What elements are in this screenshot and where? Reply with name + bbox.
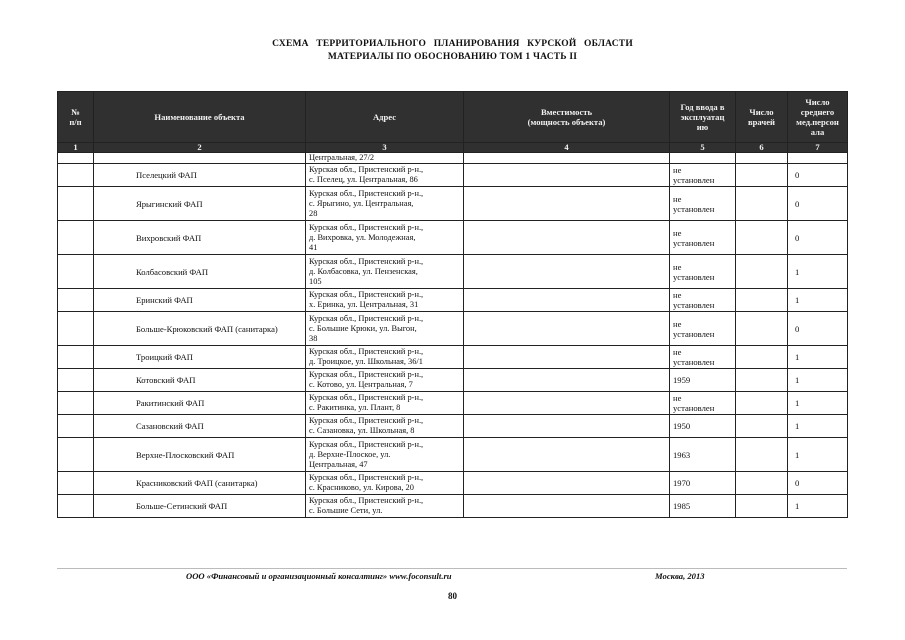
cell-capacity — [464, 187, 670, 221]
cell-staff: 1 — [788, 255, 848, 289]
cell-staff: 0 — [788, 472, 848, 495]
cell-capacity — [464, 346, 670, 369]
cell-number — [58, 415, 94, 438]
cell-capacity — [464, 164, 670, 187]
table-row — [58, 369, 848, 392]
cell-staff: 0 — [788, 164, 848, 187]
col-number-4: 4 — [464, 143, 670, 153]
table-row — [58, 255, 848, 289]
cell-doctors — [736, 346, 788, 369]
cell-name: Сазановский ФАП — [94, 415, 306, 438]
cell-doctors — [736, 289, 788, 312]
cell-name: Ракитинский ФАП — [94, 392, 306, 415]
cell-doctors — [736, 415, 788, 438]
cell-capacity — [464, 289, 670, 312]
cell-address: Курская обл., Пристенский р-н., д. Верхне-Плоское, ул. Центральная, 47 — [306, 438, 464, 472]
cell-name — [94, 153, 306, 164]
col-number-5: 5 — [670, 143, 736, 153]
table-row — [58, 221, 848, 255]
cell-doctors — [736, 438, 788, 472]
cell-doctors — [736, 153, 788, 164]
cell-capacity — [464, 415, 670, 438]
cell-number — [58, 438, 94, 472]
cell-capacity — [464, 255, 670, 289]
cell-name: Колбасовский ФАП — [94, 255, 306, 289]
col-header-address: Адрес — [306, 92, 464, 143]
cell-address: Курская обл., Пристенский р-н., х. Еринка, ул. Центральная, 31 — [306, 289, 464, 312]
cell-year: не установлен — [670, 289, 736, 312]
cell-doctors — [736, 312, 788, 346]
table-body — [58, 153, 848, 518]
cell-capacity — [464, 392, 670, 415]
cell-year: не установлен — [670, 255, 736, 289]
cell-name: Красниковский ФАП (санитарка) — [94, 472, 306, 495]
cell-name: Еринский ФАП — [94, 289, 306, 312]
col-header-doctors: Число врачей — [736, 92, 788, 143]
cell-year: 1950 — [670, 415, 736, 438]
cell-number — [58, 392, 94, 415]
table-row — [58, 187, 848, 221]
col-number-7: 7 — [788, 143, 848, 153]
cell-address: Курская обл., Пристенский р-н., д. Троицкое, ул. Школьная, 36/1 — [306, 346, 464, 369]
cell-number — [58, 472, 94, 495]
cell-number — [58, 221, 94, 255]
cell-number — [58, 187, 94, 221]
cell-address: Курская обл., Пристенский р-н., с. Ракитинка, ул. Плант, 8 — [306, 392, 464, 415]
table-row — [58, 392, 848, 415]
cell-year: не установлен — [670, 346, 736, 369]
cell-doctors — [736, 472, 788, 495]
cell-capacity — [464, 438, 670, 472]
table-row — [58, 415, 848, 438]
cell-name: Верхне-Плосковский ФАП — [94, 438, 306, 472]
cell-name: Больше-Крюковский ФАП (санитарка) — [94, 312, 306, 346]
cell-number — [58, 369, 94, 392]
cell-address: Курская обл., Пристенский р-н., д. Вихровка, ул. Молодежная, 41 — [306, 221, 464, 255]
cell-address: Курская обл., Пристенский р-н., с. Сазановка, ул. Школьная, 8 — [306, 415, 464, 438]
cell-doctors — [736, 255, 788, 289]
cell-staff: 1 — [788, 392, 848, 415]
cell-doctors — [736, 495, 788, 518]
cell-name: Троицкий ФАП — [94, 346, 306, 369]
cell-staff — [788, 153, 848, 164]
col-header-name: Наименование объекта — [94, 92, 306, 143]
cell-staff: 1 — [788, 346, 848, 369]
cell-capacity — [464, 153, 670, 164]
table-row — [58, 438, 848, 472]
cell-number — [58, 255, 94, 289]
footer-company: ООО «Финансовый и организационный консалтинг» www.foconsult.ru — [186, 571, 452, 581]
cell-address: Курская обл., Пристенский р-н., с. Пселец, ул. Центральная, 86 — [306, 164, 464, 187]
table-row — [58, 495, 848, 518]
cell-name: Ярыгинский ФАП — [94, 187, 306, 221]
cell-capacity — [464, 495, 670, 518]
cell-number — [58, 495, 94, 518]
cell-address: Курская обл., Пристенский р-н., с. Красниково, ул. Кирова, 20 — [306, 472, 464, 495]
cell-name: Вихровский ФАП — [94, 221, 306, 255]
cell-name: Котовский ФАП — [94, 369, 306, 392]
footer-city-year: Москва, 2013 — [655, 571, 705, 581]
table-row — [58, 164, 848, 187]
col-header-year: Год ввода в эксплуатац ию — [670, 92, 736, 143]
table-header-row — [58, 92, 848, 143]
cell-year: не установлен — [670, 392, 736, 415]
col-number-2: 2 — [94, 143, 306, 153]
cell-doctors — [736, 392, 788, 415]
document-title: СХЕМА ТЕРРИТОРИАЛЬНОГО ПЛАНИРОВАНИЯ КУРСКОЙ ОБЛАСТИ — [272, 39, 633, 49]
cell-year: 1970 — [670, 472, 736, 495]
cell-staff: 1 — [788, 289, 848, 312]
cell-staff: 1 — [788, 495, 848, 518]
cell-capacity — [464, 472, 670, 495]
table-row — [58, 346, 848, 369]
cell-year: не установлен — [670, 187, 736, 221]
col-header-staff: Число среднего мед.персон ала — [788, 92, 848, 143]
document-subtitle: МАТЕРИАЛЫ ПО ОБОСНОВАНИЮ ТОМ 1 ЧАСТЬ II — [327, 52, 578, 62]
cell-staff: 0 — [788, 187, 848, 221]
cell-capacity — [464, 312, 670, 346]
page-number: 80 — [448, 591, 457, 601]
table-row — [58, 312, 848, 346]
cell-number — [58, 312, 94, 346]
cell-number — [58, 346, 94, 369]
cell-doctors — [736, 369, 788, 392]
cell-address: Курская обл., Пристенский р-н., с. Котово, ул. Центральная, 7 — [306, 369, 464, 392]
cell-staff: 1 — [788, 438, 848, 472]
cell-number — [58, 289, 94, 312]
cell-doctors — [736, 164, 788, 187]
cell-year: не установлен — [670, 164, 736, 187]
cell-address: Курская обл., Пристенский р-н., с. Ярыгино, ул. Центральная, 28 — [306, 187, 464, 221]
table-row — [58, 153, 848, 164]
cell-year: не установлен — [670, 312, 736, 346]
cell-address: Курская обл., Пристенский р-н., с. Большие Сети, ул. — [306, 495, 464, 518]
facilities-table — [57, 91, 848, 518]
table-column-number-row — [58, 143, 848, 153]
cell-doctors — [736, 221, 788, 255]
cell-year: 1959 — [670, 369, 736, 392]
cell-name: Больше-Сетинский ФАП — [94, 495, 306, 518]
cell-address: Центральная, 27/2 — [306, 153, 464, 164]
cell-address: Курская обл., Пристенский р-н., с. Большие Крюки, ул. Выгон, 38 — [306, 312, 464, 346]
cell-doctors — [736, 187, 788, 221]
col-number-1: 1 — [58, 143, 94, 153]
cell-staff: 1 — [788, 369, 848, 392]
col-number-3: 3 — [306, 143, 464, 153]
table-row — [58, 289, 848, 312]
cell-address: Курская обл., Пристенский р-н., д. Колбасовка, ул. Пензенская, 105 — [306, 255, 464, 289]
cell-number — [58, 164, 94, 187]
col-header-capacity: Вместимость (мощность объекта) — [464, 92, 670, 143]
cell-year: 1963 — [670, 438, 736, 472]
cell-name: Пселецкий ФАП — [94, 164, 306, 187]
cell-year: не установлен — [670, 221, 736, 255]
cell-staff: 0 — [788, 221, 848, 255]
cell-number — [58, 153, 94, 164]
cell-capacity — [464, 369, 670, 392]
table-row — [58, 472, 848, 495]
cell-year: 1985 — [670, 495, 736, 518]
col-number-6: 6 — [736, 143, 788, 153]
cell-staff: 1 — [788, 415, 848, 438]
col-header-number: № п/п — [58, 92, 94, 143]
cell-capacity — [464, 221, 670, 255]
cell-year — [670, 153, 736, 164]
footer-divider — [57, 568, 847, 569]
cell-staff: 0 — [788, 312, 848, 346]
